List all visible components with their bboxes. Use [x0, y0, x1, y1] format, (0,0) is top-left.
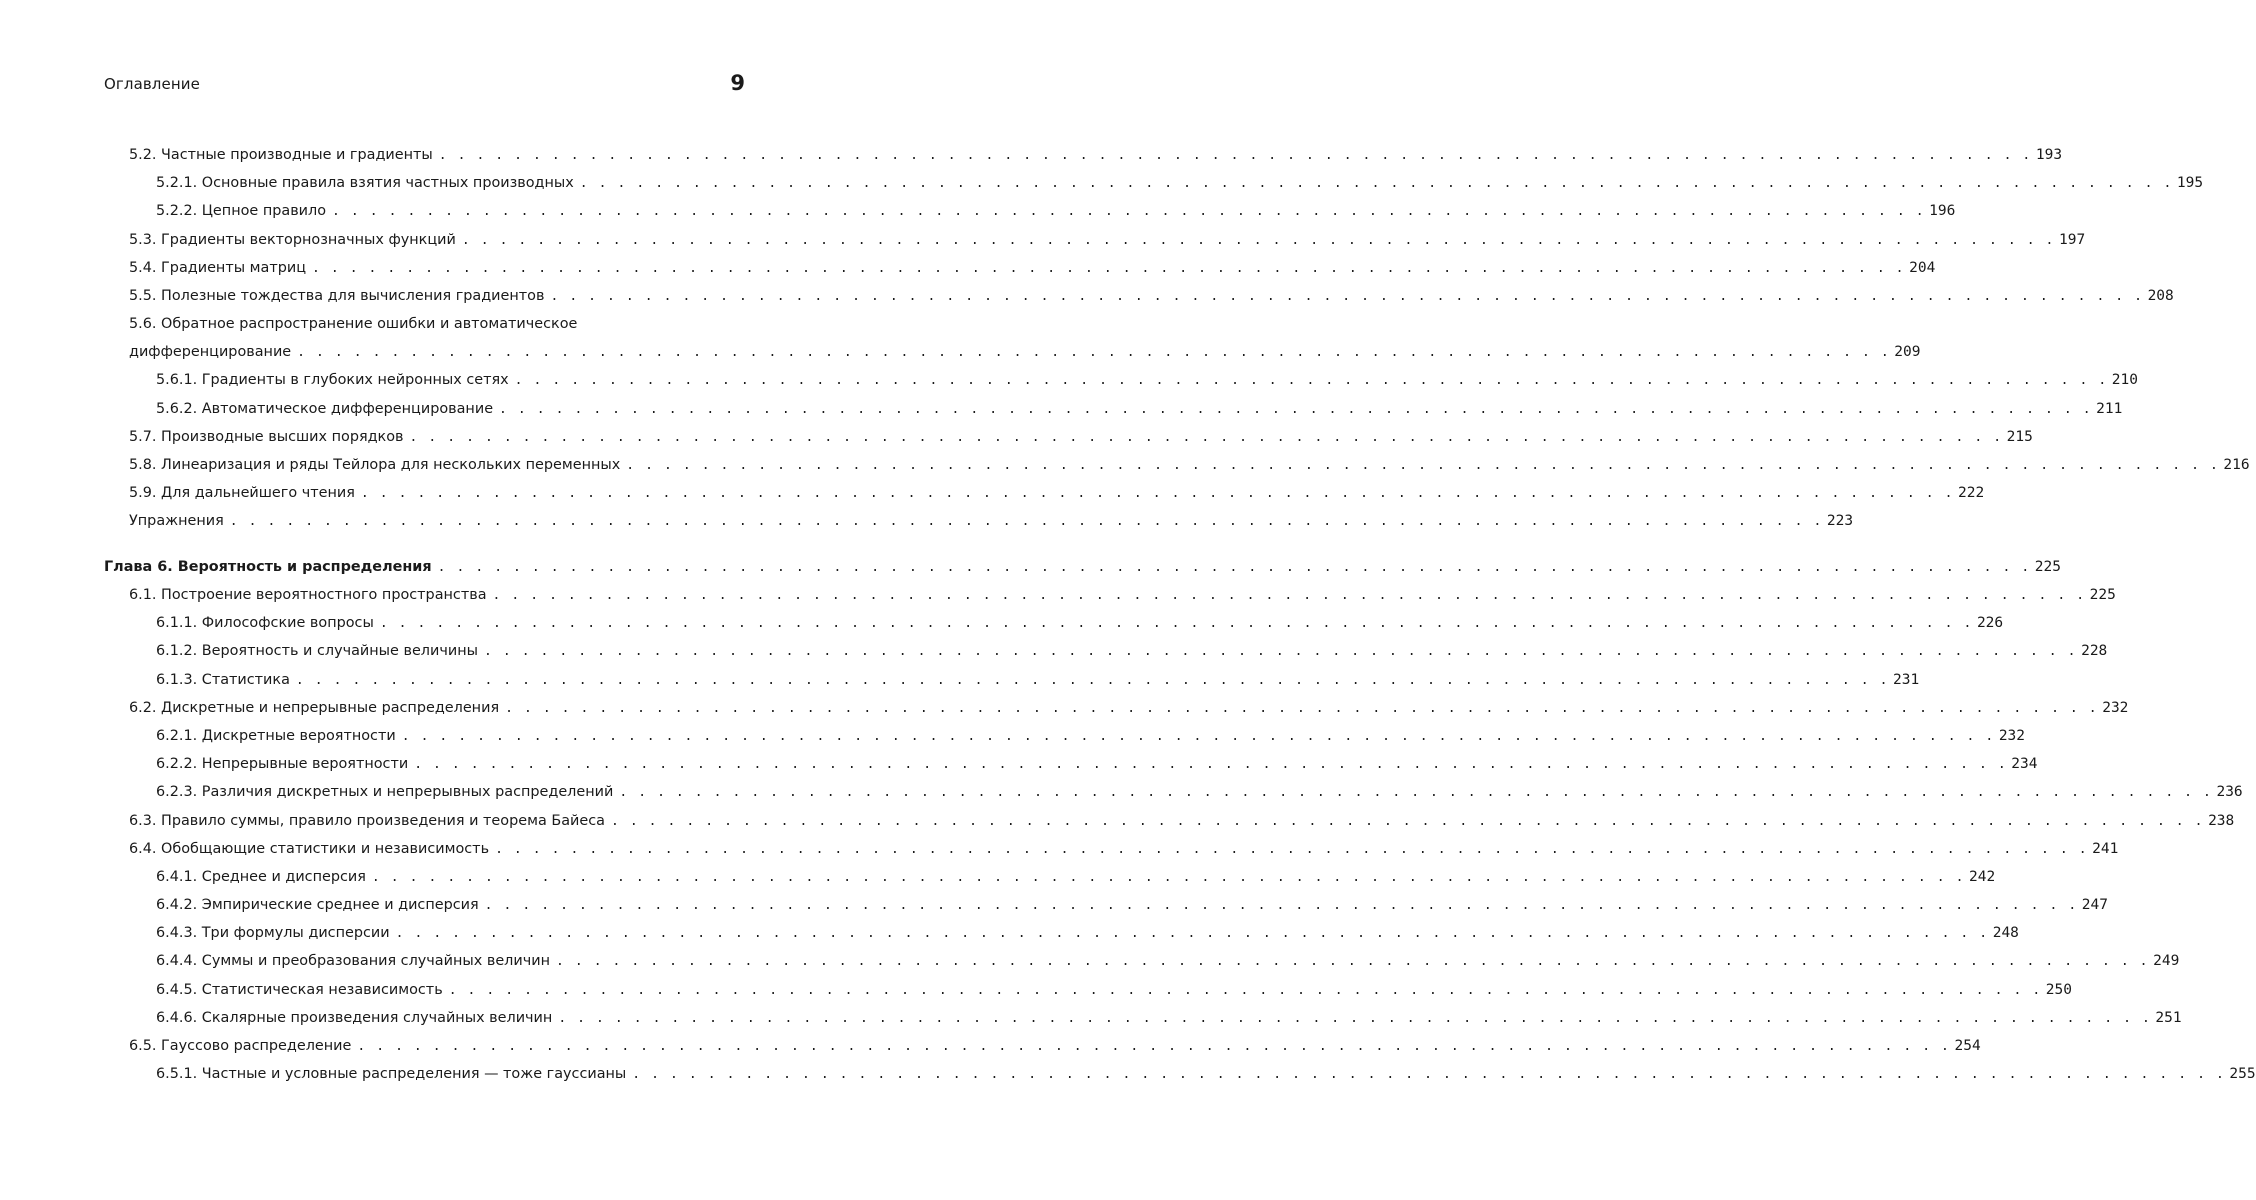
- toc-entry-page: 248: [1992, 925, 2019, 942]
- toc-entry[interactable]: [104, 666, 1920, 694]
- toc-entry-title: 6.3. Правило суммы, правило произведения и теорема Байеса: [129, 812, 605, 829]
- toc-entry[interactable]: [104, 141, 2063, 169]
- toc-entry-page: 242: [1969, 868, 1996, 885]
- toc-entry-title: 6.1. Построение вероятностного пространства: [129, 587, 487, 604]
- dot-leader: [312, 255, 1905, 283]
- toc-entry-title: 5.4. Градиенты матриц: [129, 259, 306, 276]
- toc-entry-page: 238: [2208, 812, 2235, 829]
- dot-leader: [558, 1005, 2151, 1033]
- toc-entry-title: 6.4.6. Скалярные произведения случайных величин: [156, 1009, 553, 1026]
- toc-entry[interactable]: [104, 451, 2250, 479]
- toc-entry-title: 5.5. Полезные тождества для вычисления градиентов: [129, 287, 545, 304]
- toc-entry-title: 5.6.2. Автоматическое дифференцирование: [156, 400, 494, 417]
- toc-entry-title: 6.4.4. Суммы и преобразования случайных величин: [156, 953, 550, 970]
- toc-entry-page: 231: [1893, 671, 1920, 688]
- dot-leader: [580, 170, 2173, 198]
- toc-entry[interactable]: [104, 423, 2033, 451]
- toc-entry-page: 196: [1929, 203, 1956, 220]
- dot-leader: [493, 582, 2086, 610]
- toc-entry-title: 5.2.1. Основные правила взятия частных производных: [156, 175, 574, 192]
- toc-entry[interactable]: [104, 863, 1996, 891]
- toc-entry-page: 209: [1894, 344, 1921, 361]
- toc-entry-page: 241: [2092, 840, 2119, 857]
- toc-entry-page: 255: [2229, 1066, 2256, 1083]
- toc-entry[interactable]: [104, 1060, 2256, 1088]
- dot-leader: [372, 864, 1965, 892]
- toc-entry-page: 204: [1909, 259, 1936, 276]
- toc-entry[interactable]: [104, 169, 2204, 197]
- dot-leader: [439, 142, 2032, 170]
- toc-entry-title: 6.4.2. Эмпирические среднее и дисперсия: [156, 897, 479, 914]
- toc-entry-title: Глава 6. Вероятность и распределения: [104, 558, 432, 575]
- toc-entry-page: 208: [2147, 287, 2174, 304]
- dot-leader: [296, 667, 1889, 695]
- dot-leader: [632, 1061, 2225, 1089]
- dot-leader: [485, 892, 2078, 920]
- toc-entry-page: 216: [2223, 456, 2250, 473]
- toc-entry-title: 6.1.1. Философские вопросы: [156, 615, 374, 632]
- toc-entry[interactable]: [104, 891, 2108, 919]
- toc-entry-page: 215: [2006, 428, 2033, 445]
- dot-leader: [361, 480, 1954, 508]
- toc-entry-page: 197: [2058, 231, 2086, 248]
- toc-entry[interactable]: [104, 722, 2026, 750]
- toc-entry[interactable]: [104, 254, 1936, 282]
- dot-leader: [499, 396, 2092, 424]
- toc-entry-page: 250: [2045, 981, 2072, 998]
- toc-entry-title: 6.1.3. Статистика: [156, 671, 290, 688]
- toc-entry[interactable]: [104, 637, 2108, 665]
- toc-entry-title: 5.8. Линеаризация и ряды Тейлора для нескольких переменных: [129, 456, 621, 473]
- toc-entry-page: 211: [2096, 400, 2123, 417]
- toc-entry[interactable]: [104, 395, 2123, 423]
- dot-leader: [396, 920, 1989, 948]
- toc-entry-page: 223: [1826, 513, 1854, 530]
- toc-entry-page: 225: [2089, 587, 2116, 604]
- toc-entry[interactable]: [104, 750, 2038, 778]
- toc-entry[interactable]: [104, 778, 2243, 806]
- toc-entry-title: 5.2.2. Цепное правило: [156, 203, 327, 220]
- toc-chapter-entry[interactable]: [104, 553, 2061, 581]
- toc-entry-page: 226: [1976, 615, 2004, 632]
- toc-entry[interactable]: [104, 1004, 2182, 1032]
- toc-entry-title: 5.6. Обратное распространение ошибки и автоматическое: [129, 316, 578, 333]
- toc-entry[interactable]: [104, 282, 2174, 310]
- dot-leader: [611, 808, 2204, 836]
- toc-entry[interactable]: [104, 366, 2138, 394]
- toc-entry-title: 5.9. Для дальнейшего чтения: [129, 485, 355, 502]
- toc-entry-page: 249: [2153, 953, 2180, 970]
- toc-entry-title: 6.2.1. Дискретные вероятности: [156, 727, 396, 744]
- toc-entry-title: 6.5.1. Частные и условные распределения — тоже гауссианы: [156, 1066, 627, 1083]
- toc-entry[interactable]: [104, 197, 1956, 225]
- toc-entry-title: 6.4.1. Среднее и дисперсия: [156, 868, 366, 885]
- toc-entry[interactable]: [104, 807, 2235, 835]
- toc-entry-page: 254: [1954, 1038, 1981, 1055]
- toc-entry[interactable]: [104, 226, 2086, 254]
- dot-leader: [462, 227, 2055, 255]
- toc-entry-title: 5.6.1. Градиенты в глубоких нейронных сетях: [156, 372, 509, 389]
- dot-leader: [402, 723, 1995, 751]
- dot-leader: [438, 554, 2031, 582]
- running-title: Оглавление: [104, 75, 200, 93]
- dot-leader: [556, 948, 2149, 976]
- dot-leader: [332, 198, 1925, 226]
- toc-entry[interactable]: [104, 609, 2004, 637]
- dot-leader: [449, 977, 2042, 1005]
- toc-entry-page: 247: [2081, 897, 2108, 914]
- toc-entry-title: 6.4.5. Статистическая независимость: [156, 981, 443, 998]
- toc-entry-page: 222: [1958, 485, 1985, 502]
- toc-entry-page: 232: [1998, 727, 2026, 744]
- toc-entry-title: 6.2.2. Непрерывные вероятности: [156, 756, 409, 773]
- toc-entry-title: Упражнения: [129, 513, 224, 530]
- toc-entry-page: 193: [2035, 147, 2063, 163]
- dot-leader: [626, 452, 2219, 480]
- toc-entry-page: 195: [2176, 175, 2204, 192]
- toc-entry-title: 5.7. Производные высших порядков: [129, 428, 404, 445]
- toc-entry[interactable]: [104, 976, 2072, 1004]
- toc-entry-page: 225: [2034, 558, 2061, 575]
- toc-entry-page: 232: [2102, 699, 2129, 716]
- dot-leader: [230, 508, 1823, 536]
- toc-entry-title: 5.3. Градиенты векторнозначных функций: [129, 231, 456, 248]
- dot-leader: [414, 751, 2007, 779]
- page-number: 9: [730, 71, 745, 95]
- table-of-contents: [104, 141, 2256, 1088]
- toc-entry-title: 6.1.2. Вероятность и случайные величины: [156, 643, 478, 660]
- dot-leader: [410, 424, 2003, 452]
- dot-leader: [505, 695, 2098, 723]
- dot-leader: [619, 779, 2212, 807]
- toc-entry[interactable]: [104, 310, 1921, 366]
- toc-entry-title: 6.2.3. Различия дискретных и непрерывных распределений: [156, 784, 614, 801]
- toc-entry[interactable]: [104, 694, 2129, 722]
- toc-entry-title: 5.2. Частные производные и градиенты: [129, 147, 433, 163]
- toc-entry[interactable]: [104, 1032, 1981, 1060]
- dot-leader: [380, 610, 1973, 638]
- toc-entry[interactable]: [104, 947, 2180, 975]
- dot-leader: [515, 367, 2108, 395]
- toc-entry-page: 236: [2216, 784, 2243, 801]
- toc-entry[interactable]: [104, 479, 1985, 507]
- toc-entry[interactable]: [104, 835, 2119, 863]
- toc-entry-title-continued: дифференцирование: [129, 344, 292, 361]
- toc-entry-title: 6.2. Дискретные и непрерывные распределения: [129, 699, 500, 716]
- toc-entry[interactable]: [104, 919, 2019, 947]
- toc-entry[interactable]: [104, 581, 2116, 609]
- toc-entry-page: 251: [2155, 1009, 2182, 1026]
- toc-entry-title: 6.4.3. Три формулы дисперсии: [156, 925, 390, 942]
- toc-entry-page: 228: [2081, 643, 2108, 660]
- dot-leader: [297, 339, 1890, 367]
- dot-leader: [550, 283, 2143, 311]
- toc-entry-page: 234: [2011, 756, 2038, 773]
- toc-entry-page: 210: [2111, 372, 2138, 389]
- dot-leader: [357, 1033, 1950, 1061]
- toc-entry-title: 6.4. Обобщающие статистики и независимость: [129, 840, 490, 857]
- dot-leader: [484, 638, 2077, 666]
- toc-entry-title: 6.5. Гауссово распределение: [129, 1038, 352, 1055]
- dot-leader: [495, 836, 2088, 864]
- toc-entry[interactable]: [104, 507, 1854, 535]
